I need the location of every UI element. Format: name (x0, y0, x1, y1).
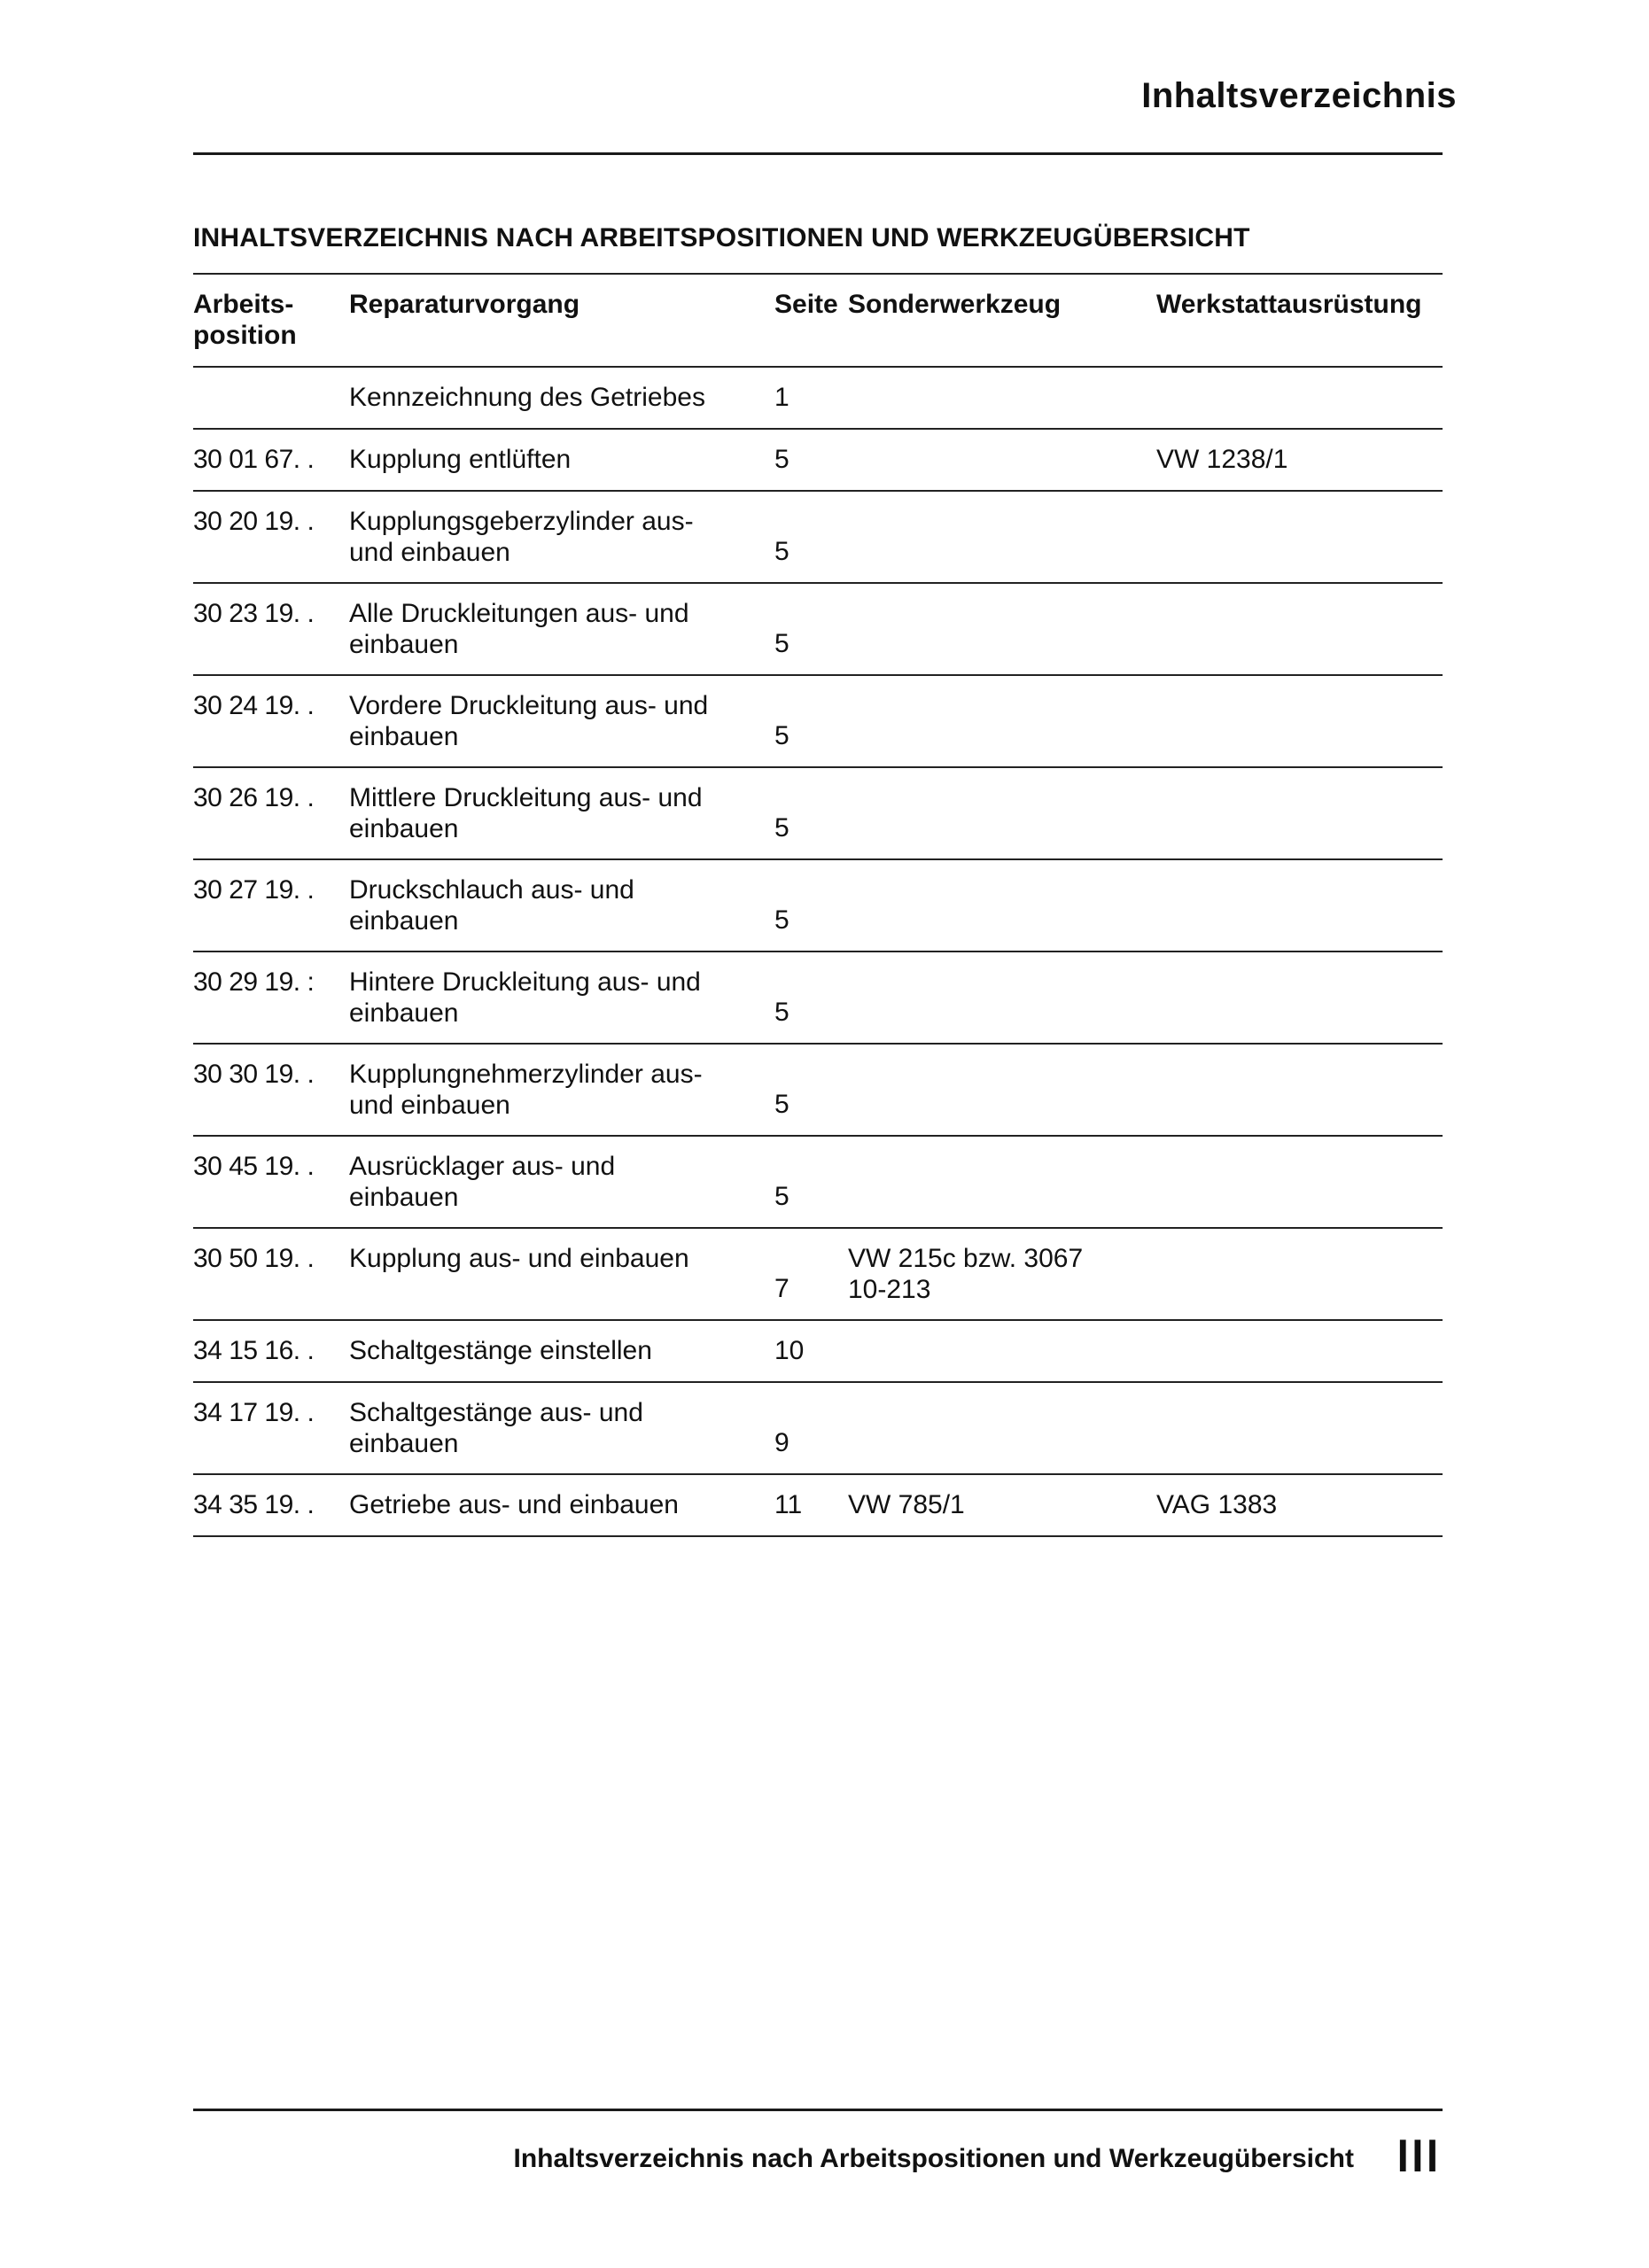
toc-table (193, 273, 1443, 1537)
cell-special-tool (848, 1136, 1156, 1228)
cell-page: 5 (774, 859, 848, 951)
tool-line: 10-213 (848, 1275, 931, 1304)
table-row (193, 367, 1443, 429)
cell-position: 30 45 19. . (193, 1136, 349, 1228)
repair-line: Kupplungsgeberzylinder aus- (349, 507, 694, 536)
footer-rule (193, 2109, 1443, 2111)
tool-line: VW 215c bzw. 3067 (848, 1244, 1084, 1273)
cell-repair (349, 1474, 774, 1536)
repair-line: einbauen (349, 906, 459, 936)
cell-position: 30 30 19. . (193, 1044, 349, 1136)
cell-position: 30 24 19. . (193, 675, 349, 767)
cell-repair (349, 767, 774, 859)
table-row (193, 429, 1443, 491)
cell-position (193, 367, 349, 429)
column-header-position (193, 274, 349, 367)
cell-position: 34 35 19. . (193, 1474, 349, 1536)
cell-special-tool (848, 491, 1156, 583)
cell-repair (349, 1044, 774, 1136)
cell-page: 1 (774, 367, 848, 429)
cell-repair (349, 367, 774, 429)
repair-line: Druckschlauch aus- und (349, 875, 634, 905)
repair-line: Kupplung aus- und einbauen (349, 1244, 689, 1273)
table-row (193, 1382, 1443, 1474)
cell-special-tool (848, 767, 1156, 859)
repair-line: und einbauen (349, 538, 510, 567)
cell-repair (349, 429, 774, 491)
table-row (193, 951, 1443, 1044)
page-header-title: Inhaltsverzeichnis (1141, 76, 1457, 115)
column-header-workshop-equipment: Werkstattausrüstung (1156, 274, 1443, 367)
cell-workshop-equipment (1156, 1044, 1443, 1136)
repair-line: Kennzeichnung des Getriebes (349, 383, 705, 412)
table-row (193, 675, 1443, 767)
cell-special-tool (848, 1320, 1156, 1382)
page-number: III (1396, 2131, 1442, 2182)
cell-page: 5 (774, 491, 848, 583)
header-rule (193, 152, 1443, 155)
cell-repair (349, 1136, 774, 1228)
cell-workshop-equipment (1156, 1320, 1443, 1382)
column-header-position-line1: Arbeits- (193, 290, 294, 319)
footer-title: Inhaltsverzeichnis nach Arbeitspositionen und Werkzeugübersicht (513, 2144, 1354, 2173)
cell-workshop-equipment (1156, 859, 1443, 951)
repair-line: Schaltgestänge aus- und (349, 1398, 643, 1427)
cell-repair (349, 491, 774, 583)
repair-line: Kupplung entlüften (349, 445, 572, 474)
column-header-special-tool: Sonderwerkzeug (848, 274, 1156, 367)
cell-repair (349, 1320, 774, 1382)
cell-workshop-equipment (1156, 675, 1443, 767)
cell-repair (349, 859, 774, 951)
cell-position: 30 26 19. . (193, 767, 349, 859)
cell-special-tool (848, 429, 1156, 491)
cell-workshop-equipment (1156, 767, 1443, 859)
table-row (193, 583, 1443, 675)
cell-repair (349, 583, 774, 675)
tool-line: VW 785/1 (848, 1490, 965, 1519)
cell-page: 9 (774, 1382, 848, 1474)
cell-special-tool (848, 583, 1156, 675)
column-header-page: Seite (774, 274, 848, 367)
repair-line: Vordere Druckleitung aus- und (349, 691, 709, 720)
repair-line: Alle Druckleitungen aus- und (349, 599, 689, 628)
cell-page: 5 (774, 675, 848, 767)
table-row (193, 1228, 1443, 1320)
repair-line: einbauen (349, 1429, 459, 1458)
cell-repair (349, 1382, 774, 1474)
cell-workshop-equipment (1156, 1136, 1443, 1228)
cell-page: 10 (774, 1320, 848, 1382)
cell-page: 11 (774, 1474, 848, 1536)
cell-special-tool (848, 1382, 1156, 1474)
cell-special-tool (848, 1044, 1156, 1136)
cell-repair (349, 1228, 774, 1320)
cell-page: 5 (774, 1136, 848, 1228)
section-title: INHALTSVERZEICHNIS NACH ARBEITSPOSITIONEN UND WERKZEUGÜBERSICHT (193, 223, 1250, 252)
repair-line: einbauen (349, 814, 459, 843)
repair-line: einbauen (349, 998, 459, 1028)
cell-special-tool (848, 367, 1156, 429)
repair-line: einbauen (349, 722, 459, 751)
cell-position: 34 15 16. . (193, 1320, 349, 1382)
cell-workshop-equipment (1156, 583, 1443, 675)
cell-page: 5 (774, 951, 848, 1044)
repair-line: Mittlere Druckleitung aus- und (349, 783, 703, 812)
table-row (193, 1136, 1443, 1228)
cell-position: 30 27 19. . (193, 859, 349, 951)
cell-workshop-equipment (1156, 1228, 1443, 1320)
repair-line: einbauen (349, 1183, 459, 1212)
cell-workshop-equipment (1156, 1382, 1443, 1474)
column-header-repair: Reparaturvorgang (349, 274, 774, 367)
cell-repair (349, 951, 774, 1044)
toc-table-header (193, 274, 1443, 367)
cell-page: 5 (774, 1044, 848, 1136)
toc-table-body (193, 367, 1443, 1536)
cell-page: 5 (774, 429, 848, 491)
repair-line: und einbauen (349, 1091, 510, 1120)
cell-workshop-equipment: VAG 1383 (1156, 1474, 1443, 1536)
table-row (193, 1474, 1443, 1536)
table-row (193, 859, 1443, 951)
cell-workshop-equipment (1156, 367, 1443, 429)
cell-special-tool (848, 859, 1156, 951)
cell-position: 30 01 67. . (193, 429, 349, 491)
cell-position: 30 20 19. . (193, 491, 349, 583)
cell-page: 5 (774, 767, 848, 859)
repair-line: Hintere Druckleitung aus- und (349, 967, 701, 997)
cell-special-tool (848, 1228, 1156, 1320)
repair-line: Schaltgestänge einstellen (349, 1336, 652, 1365)
column-header-position-line2: position (193, 321, 297, 350)
table-row (193, 1320, 1443, 1382)
cell-workshop-equipment: VW 1238/1 (1156, 429, 1443, 491)
cell-special-tool (848, 951, 1156, 1044)
cell-position: 30 50 19. . (193, 1228, 349, 1320)
cell-repair (349, 675, 774, 767)
cell-page: 5 (774, 583, 848, 675)
repair-line: Kupplungnehmerzylinder aus- (349, 1060, 703, 1089)
cell-position: 34 17 19. . (193, 1382, 349, 1474)
cell-special-tool (848, 675, 1156, 767)
cell-special-tool (848, 1474, 1156, 1536)
repair-line: Getriebe aus- und einbauen (349, 1490, 679, 1519)
repair-line: Ausrücklager aus- und (349, 1152, 616, 1181)
repair-line: einbauen (349, 630, 459, 659)
table-row (193, 1044, 1443, 1136)
table-row (193, 767, 1443, 859)
cell-position: 30 23 19. . (193, 583, 349, 675)
cell-position: 30 29 19. : (193, 951, 349, 1044)
cell-workshop-equipment (1156, 491, 1443, 583)
cell-workshop-equipment (1156, 951, 1443, 1044)
table-row (193, 491, 1443, 583)
cell-page: 7 (774, 1228, 848, 1320)
